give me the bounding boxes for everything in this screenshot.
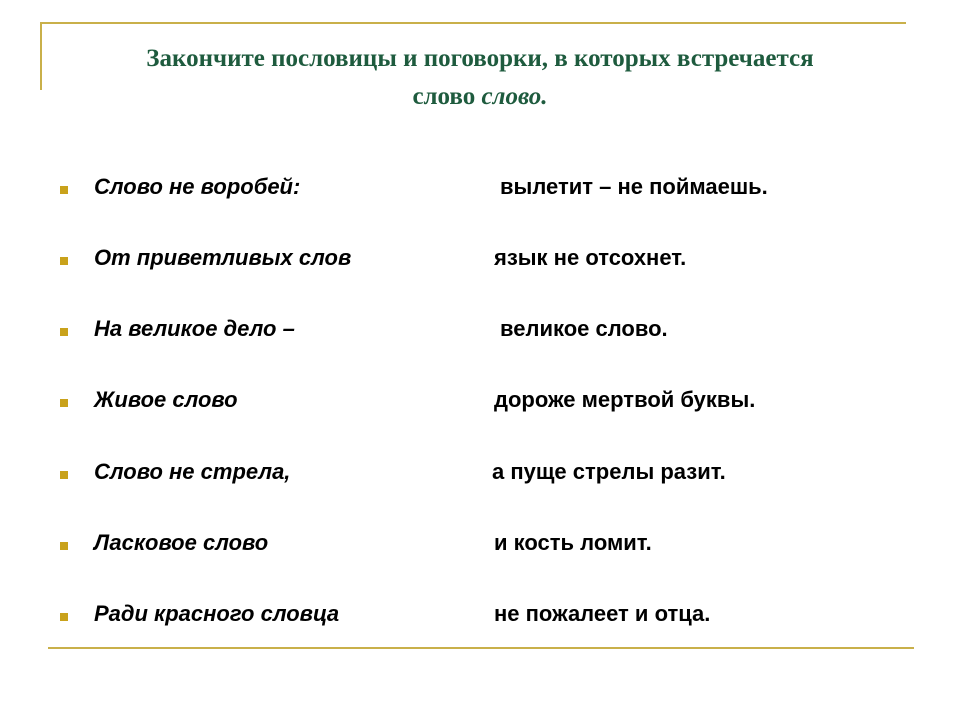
proverb-end: вылетит – не поймаешь. — [500, 174, 768, 199]
bullet-icon — [60, 186, 68, 194]
proverb-start: Слово не воробей: — [94, 174, 301, 199]
bullet-icon — [60, 613, 68, 621]
bullet-icon — [60, 399, 68, 407]
proverb-start: Ради красного словца — [94, 601, 340, 626]
title-line-2-italic: слово. — [481, 83, 548, 110]
bullet-icon — [60, 257, 68, 265]
proverb-start: Ласковое слово — [94, 530, 269, 555]
proverb-start: Живое слово — [94, 387, 238, 412]
bullet-icon — [60, 328, 68, 336]
frame-bottom-line — [48, 647, 914, 649]
proverb-start: От приветливых слов — [94, 245, 352, 270]
bullet-icon — [60, 542, 68, 550]
proverb-end: дороже мертвой буквы. — [494, 387, 756, 412]
bullet-icon — [60, 471, 68, 479]
proverb-start: Слово не стрела, — [94, 459, 291, 484]
frame-left-line — [40, 22, 42, 90]
slide-title — [50, 40, 910, 116]
proverb-row — [0, 530, 960, 570]
proverb-end: великое слово. — [500, 316, 668, 341]
title-line-2 — [50, 78, 910, 116]
proverb-row — [0, 601, 960, 641]
proverb-row — [0, 245, 960, 285]
proverb-end: не пожалеет и отца. — [494, 601, 711, 626]
proverb-row — [0, 174, 960, 214]
proverb-row — [0, 459, 960, 499]
proverb-end: а пуще стрелы разит. — [492, 459, 726, 484]
proverb-end: язык не отсохнет. — [494, 245, 687, 270]
proverb-row — [0, 316, 960, 356]
frame-top-line — [40, 22, 906, 24]
title-line-1: Закончите пословицы и поговорки, в которых встречается — [146, 45, 814, 72]
proverb-start: На великое дело – — [94, 316, 295, 341]
proverb-row — [0, 387, 960, 427]
title-line-2-plain: слово — [412, 83, 482, 110]
proverb-end: и кость ломит. — [494, 530, 652, 555]
